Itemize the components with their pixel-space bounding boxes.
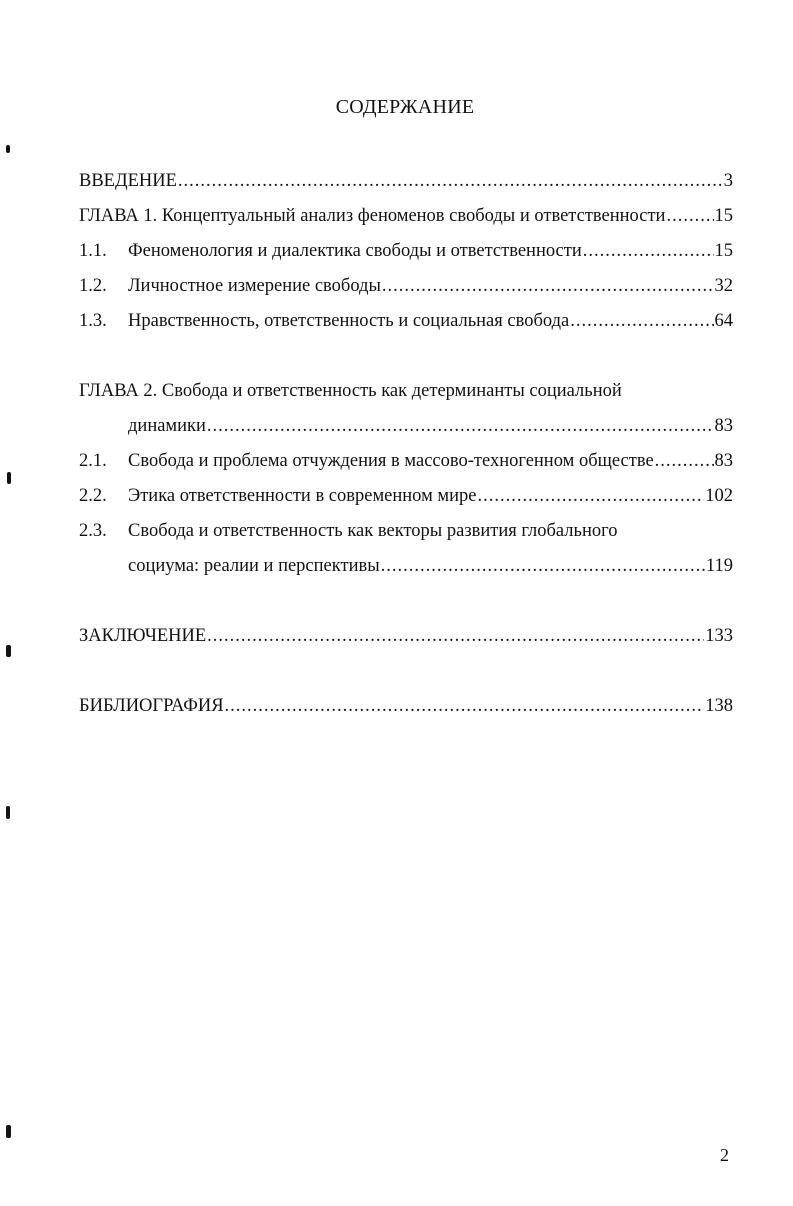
toc-entry-section-1-1[interactable] (79, 240, 733, 262)
toc-entry-page: 15 (714, 206, 733, 226)
toc-entry-label: ВВЕДЕНИЕ (79, 171, 177, 191)
toc-entry-page: 15 (714, 241, 733, 261)
toc-entry-page: 119 (705, 556, 733, 576)
toc-entry-label: Свобода и проблема отчуждения в массово-техногенном обществе (128, 451, 654, 471)
toc-entry-label: Личностное измерение свободы (128, 276, 381, 296)
toc-entry-introduction[interactable] (79, 170, 733, 192)
toc-entry-label: динамики (128, 416, 206, 436)
toc-entry-label: ЗАКЛЮЧЕНИЕ (79, 626, 207, 646)
toc-entry-page: 133 (705, 626, 733, 646)
toc-entry-label: Нравственность, ответственность и социальная свобода (128, 311, 570, 331)
page-title: СОДЕРЖАНИЕ (335, 96, 475, 118)
toc-entry-number: 2.1. (79, 451, 107, 471)
scan-mark (6, 806, 10, 819)
toc-entry-number: 1.3. (79, 311, 107, 331)
scan-mark (6, 1125, 11, 1138)
toc-entry-section-1-2[interactable] (79, 275, 733, 297)
toc-entry-label: социума: реалии и перспективы (128, 556, 380, 576)
toc-entry-chapter-2[interactable] (79, 380, 733, 402)
toc-entry-number: 1.2. (79, 276, 107, 296)
toc-leader-dots (382, 275, 714, 297)
toc-leader-dots (207, 625, 704, 647)
toc-entry-page: 83 (714, 451, 733, 471)
toc-leader-dots (381, 555, 705, 577)
toc-entry-label: ГЛАВА 1. Концептуальный анализ феноменов свободы и ответственности (79, 206, 666, 226)
toc-entry-label: БИБЛИОГРАФИЯ (79, 696, 224, 716)
toc-leader-dots (570, 310, 713, 332)
toc-leader-dots (477, 485, 704, 507)
toc-entry-bibliography[interactable] (79, 695, 733, 717)
toc-entry-page: 138 (705, 696, 733, 716)
toc-entry-section-1-3[interactable] (79, 310, 733, 332)
scan-mark (6, 145, 10, 153)
toc-entry-page: 83 (714, 416, 733, 436)
toc-entry-section-2-2[interactable] (79, 485, 733, 507)
toc-entry-number: 1.1. (79, 241, 107, 261)
toc-entry-chapter-2-continued[interactable] (79, 415, 733, 437)
toc-entry-page: 64 (714, 311, 733, 331)
toc-entry-label: Свобода и ответственность как векторы развития глобального (128, 521, 618, 541)
toc-entry-number: 2.2. (79, 486, 107, 506)
toc-leader-dots (178, 170, 723, 192)
toc-entry-label: Феноменология и диалектика свободы и ответственности (128, 241, 582, 261)
toc-leader-dots (655, 450, 714, 472)
toc-entry-page: 102 (705, 486, 733, 506)
toc-entry-page: 32 (714, 276, 733, 296)
toc-leader-dots (207, 415, 714, 437)
toc-entry-label: Этика ответственности в современном мире (128, 486, 477, 506)
toc-leader-dots (583, 240, 714, 262)
scan-mark (7, 472, 11, 484)
page-number: 2 (720, 1145, 729, 1165)
toc-entry-chapter-1[interactable] (79, 205, 733, 227)
toc-entry-section-2-3[interactable] (79, 520, 733, 542)
scan-mark (6, 645, 11, 657)
toc-leader-dots (225, 695, 705, 717)
toc-entry-conclusion[interactable] (79, 625, 733, 647)
toc-entry-section-2-3-continued[interactable] (79, 555, 733, 577)
toc-entry-section-2-1[interactable] (79, 450, 733, 472)
toc-entry-page: 3 (723, 171, 733, 191)
toc-entry-number: 2.3. (79, 521, 107, 541)
toc-leader-dots (666, 205, 713, 227)
toc-entry-label: ГЛАВА 2. Свобода и ответственность как детерминанты социальной (79, 381, 622, 401)
